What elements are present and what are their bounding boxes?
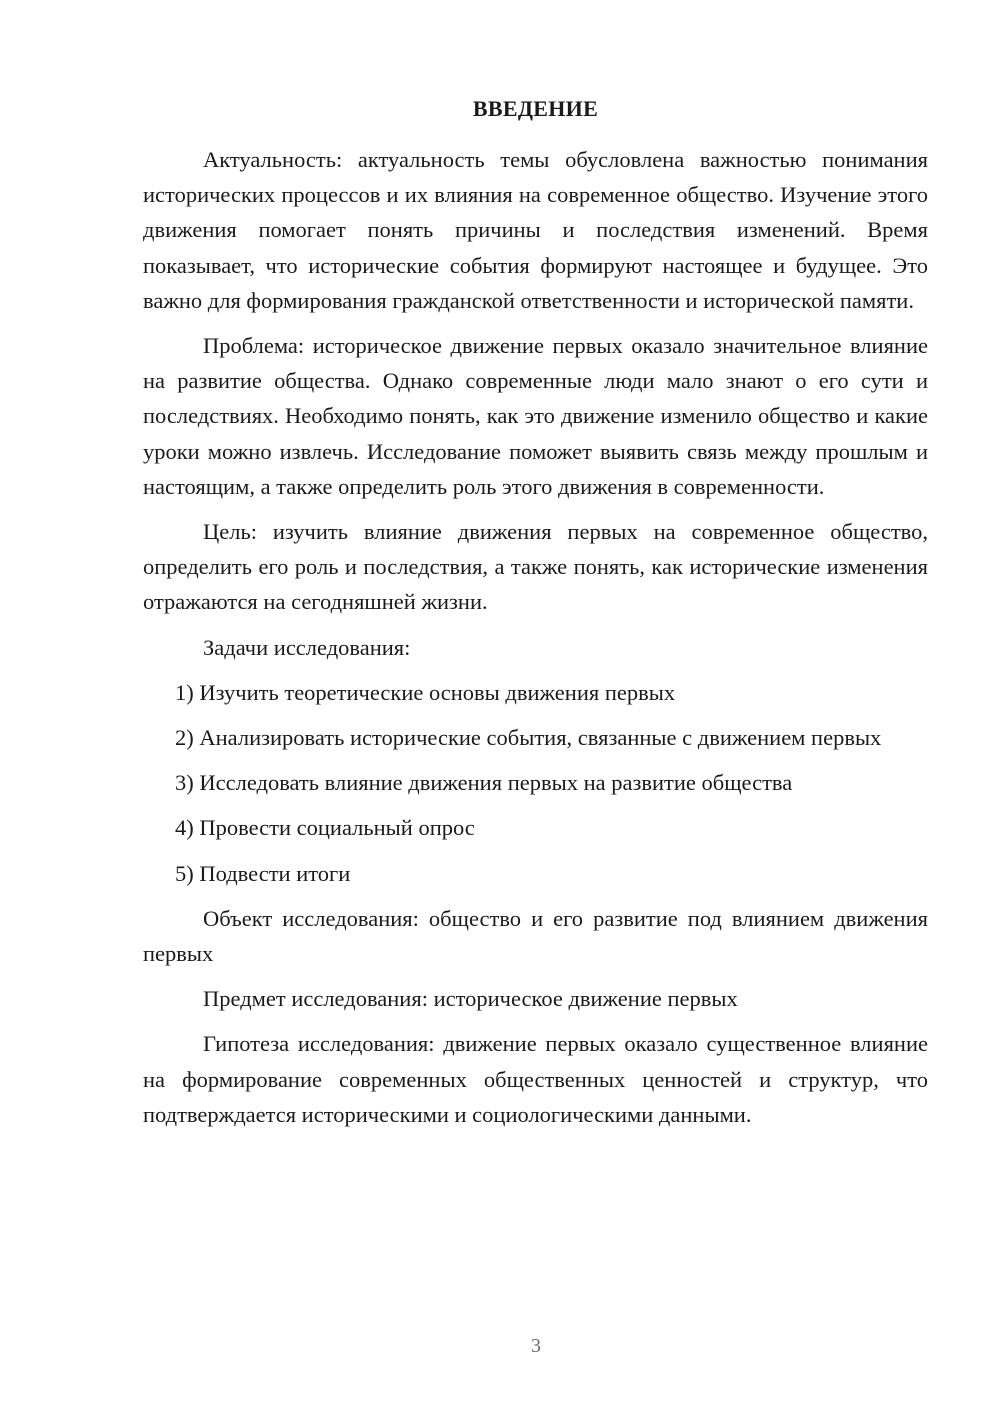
task-item: 2) Анализировать исторические события, связанные с движением первых: [175, 725, 882, 751]
task-item: 4) Провести социальный опрос: [175, 815, 475, 841]
paragraph-object: Объект исследования: общество и его развитие под влиянием движения первых: [143, 905, 928, 967]
page-title: ВВЕДЕНИЕ: [472, 96, 599, 121]
paragraph-hypothesis: Гипотеза исследования: движение первых оказало существенное влияние на формирование современных общественных ценностей и структур, что подтверждается историческими и социологическими данными.: [143, 1031, 928, 1127]
tasks-heading: Задачи исследования:: [203, 634, 411, 660]
paragraph-goal: Цель: изучить влияние движения первых на современное общество, определить его роль и последствия, а также понять, как исторические изменения отражаются на сегодняшней жизни.: [143, 519, 928, 615]
paragraph-subject: Предмет исследования: историческое движение первых: [203, 986, 738, 1012]
paragraph-problem: Проблема: историческое движение первых оказало значительное влияние на развитие общества. Однако современные люди мало знают о его сути и последствиях. Необходимо понять, как это движение изменило общество и какие уроки можно извлечь. Исследование поможет выявить связь между прошлым и настоящим, а также определить роль этого движения в современности.: [143, 333, 928, 499]
task-item: 3) Исследовать влияние движения первых на развитие общества: [175, 770, 793, 796]
page-number: 3: [531, 1335, 541, 1357]
task-item: 5) Подвести итоги: [175, 860, 351, 886]
document-body: [143, 142, 928, 1132]
paragraph-relevance: Актуальность: актуальность темы обусловлена важностью понимания исторических процессов и их влияния на современное общество. Изучение этого движения помогает понять причины и последствия изменений. Время показывает, что исторические события формируют настоящее и будущее. Это важно для формирования гражданской ответственности и исторической памяти.: [143, 147, 928, 313]
task-item: 1) Изучить теоретические основы движения первых: [175, 679, 676, 705]
